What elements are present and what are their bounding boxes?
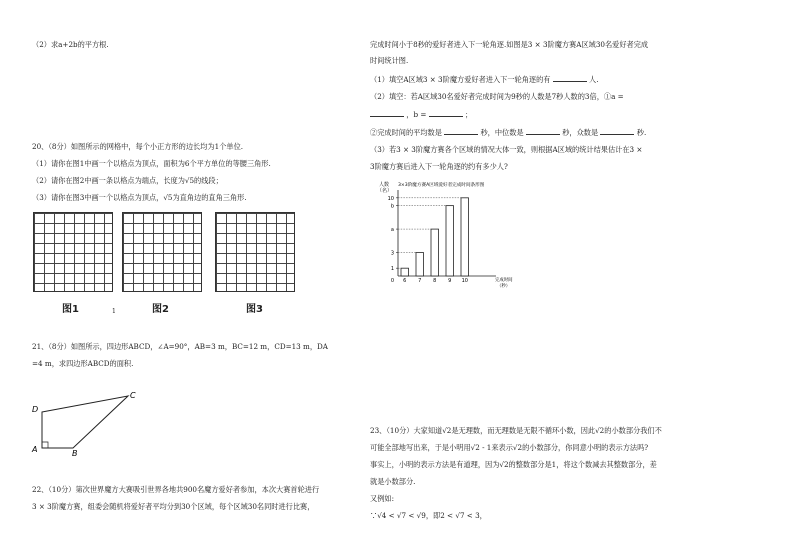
q22-part2-b-label: ，b = [406, 110, 427, 119]
q23-line5: 又例如: [370, 494, 394, 503]
completion-time-bar-chart [374, 180, 524, 295]
grid-figure-2 [122, 212, 202, 292]
chart-bar-9 [446, 206, 454, 276]
q22-part2-blanks [370, 109, 472, 119]
q22-part3-line1: （3）若3 × 3阶魔方赛各个区域的情况大体一致，则根据A区域的统计结果估计在3 × [370, 145, 643, 154]
q20-title: 20、（8分）如图所示的网格中，每个小正方形的边长均为1个单位. [32, 142, 244, 151]
q22-part1-unit: 人. [589, 75, 599, 84]
q22-line1: 22、（10分）第次世界魔方大赛吸引世界各地共900名魔方爱好者参加，本次大赛首轮进行 [32, 485, 320, 494]
q23-line2: 可能全部地写出来，于是小明用√2 - 1来表示√2的小数部分，你同意小明的表示方法吗? [370, 443, 649, 452]
chart-xtick-6: 6 [403, 278, 407, 284]
chart-xtick-10: 10 [461, 278, 468, 284]
q20-part3: （3）请你在图3中画一个以格点为顶点，√5为直角边的直角三角形. [32, 193, 247, 202]
q20-part2: （2）请你在图2中画一条以格点为端点，长度为√5的线段； [32, 176, 223, 185]
right-angle-mark [42, 442, 48, 448]
chart-xtick-8: 8 [433, 278, 437, 284]
q21-line1: 21、（8分）如图所示，四边形ABCD，∠A=90°，AB=3 m，BC=12 m，CD=13 m，DA [32, 342, 328, 351]
q22-part2-end: ； [465, 110, 473, 119]
chart-bar-8 [431, 229, 439, 276]
chart-ytick-b: b [390, 203, 394, 210]
chart-bar-7 [416, 253, 424, 276]
quadrilateral-figure [28, 388, 148, 458]
q22-line2: 3 × 3阶魔方赛，组委会随机将爱好者平均分到30个区域，每个区域30名同时进行比赛， [32, 502, 315, 511]
q22-part2b [370, 127, 646, 137]
grid-label-2: 图2 [152, 304, 169, 315]
q22-part2b-unit3: 秒. [636, 128, 647, 137]
vertex-d-label: D [32, 405, 39, 414]
chart-ytick-1: 1 [390, 266, 394, 273]
answer-blank-b[interactable] [429, 109, 463, 117]
answer-blank-mean[interactable] [444, 127, 478, 135]
answer-blank-1[interactable] [553, 74, 587, 82]
q22-part2b-text: ②完成时间的平均数是 [370, 128, 442, 137]
q23-line1: 23、（10分）大家知道√2是无理数，而无理数是无限不循环小数，因此√2的小数部分我们不 [370, 426, 662, 435]
chart-xtick-7: 7 [418, 278, 422, 284]
answer-blank-median[interactable] [526, 127, 560, 135]
chart-title: 3×3阶魔方赛A区域爱好者完成时间条形图 [398, 183, 485, 188]
q22-cont-line2: 时间统计图. [370, 56, 409, 65]
q23-line6: ∵√4 < √7 < √9，即2 < √7 < 3， [370, 511, 487, 520]
q22-part2b-unit2: 秒，众数是 [562, 128, 599, 137]
grid-figure-3 [215, 212, 295, 292]
q20-part1: （1）请你在图1中画一个以格点为顶点，面积为6个平方单位的等腰三角形. [32, 159, 271, 168]
vertex-c-label: C [130, 391, 136, 400]
q21-line2: =4 m，求四边形ABCD的面积. [32, 359, 134, 368]
chart-bar-10 [461, 198, 469, 276]
chart-xlabel-line2: （秒） [497, 284, 511, 289]
chart-bar-6 [401, 268, 409, 276]
grid-label-1: 图1 [62, 304, 79, 315]
q22-cont-line1: 完成时间小于8秒的爱好者进入下一轮角逐.如图是3 × 3阶魔方赛A区域30名爱好者完成 [370, 40, 649, 49]
chart-ylabel-line2: （名） [377, 188, 393, 194]
chart-origin-label: 0 [390, 278, 394, 284]
q22-part2b-unit1: 秒，中位数是 [480, 128, 524, 137]
chart-xtick-9: 9 [448, 278, 452, 284]
quadrilateral-abcd [42, 396, 128, 448]
grid-figure-1 [33, 212, 113, 292]
q23-line3: 事实上，小明的表示方法是有道理，因为√2的整数部分是1，将这个数减去其整数部分，差 [370, 460, 657, 469]
answer-blank-mode[interactable] [600, 127, 634, 135]
vertex-b-label: B [72, 449, 78, 458]
q22-part2-text: （2）填空：若A区域30名爱好者完成时间为9秒的人数是7秒人数的3倍，①a = [370, 92, 624, 101]
q19-part2: （2）求a+2b的平方根. [32, 40, 109, 49]
chart-ytick-a: a [390, 227, 394, 234]
chart-ylabel-line1: 人数 [379, 182, 390, 188]
stray-mark: 1 [112, 308, 116, 315]
vertex-a-label: A [32, 445, 38, 454]
q22-part3-line2: 3阶魔方赛后进入下一轮角逐的约有多少人? [370, 162, 508, 171]
chart-ytick-3: 3 [390, 250, 394, 257]
chart-ytick-10: 10 [387, 195, 394, 202]
q22-part1-text: （1）填空A区域3 × 3阶魔方爱好者进入下一轮角逐的有 [370, 75, 551, 84]
q22-part1 [370, 74, 599, 84]
chart-xlabel-line1: 完成时间 [495, 278, 513, 283]
grid-label-3: 图3 [246, 304, 263, 315]
q23-line4: 就是小数部分. [370, 477, 416, 486]
answer-blank-a[interactable] [370, 109, 404, 117]
